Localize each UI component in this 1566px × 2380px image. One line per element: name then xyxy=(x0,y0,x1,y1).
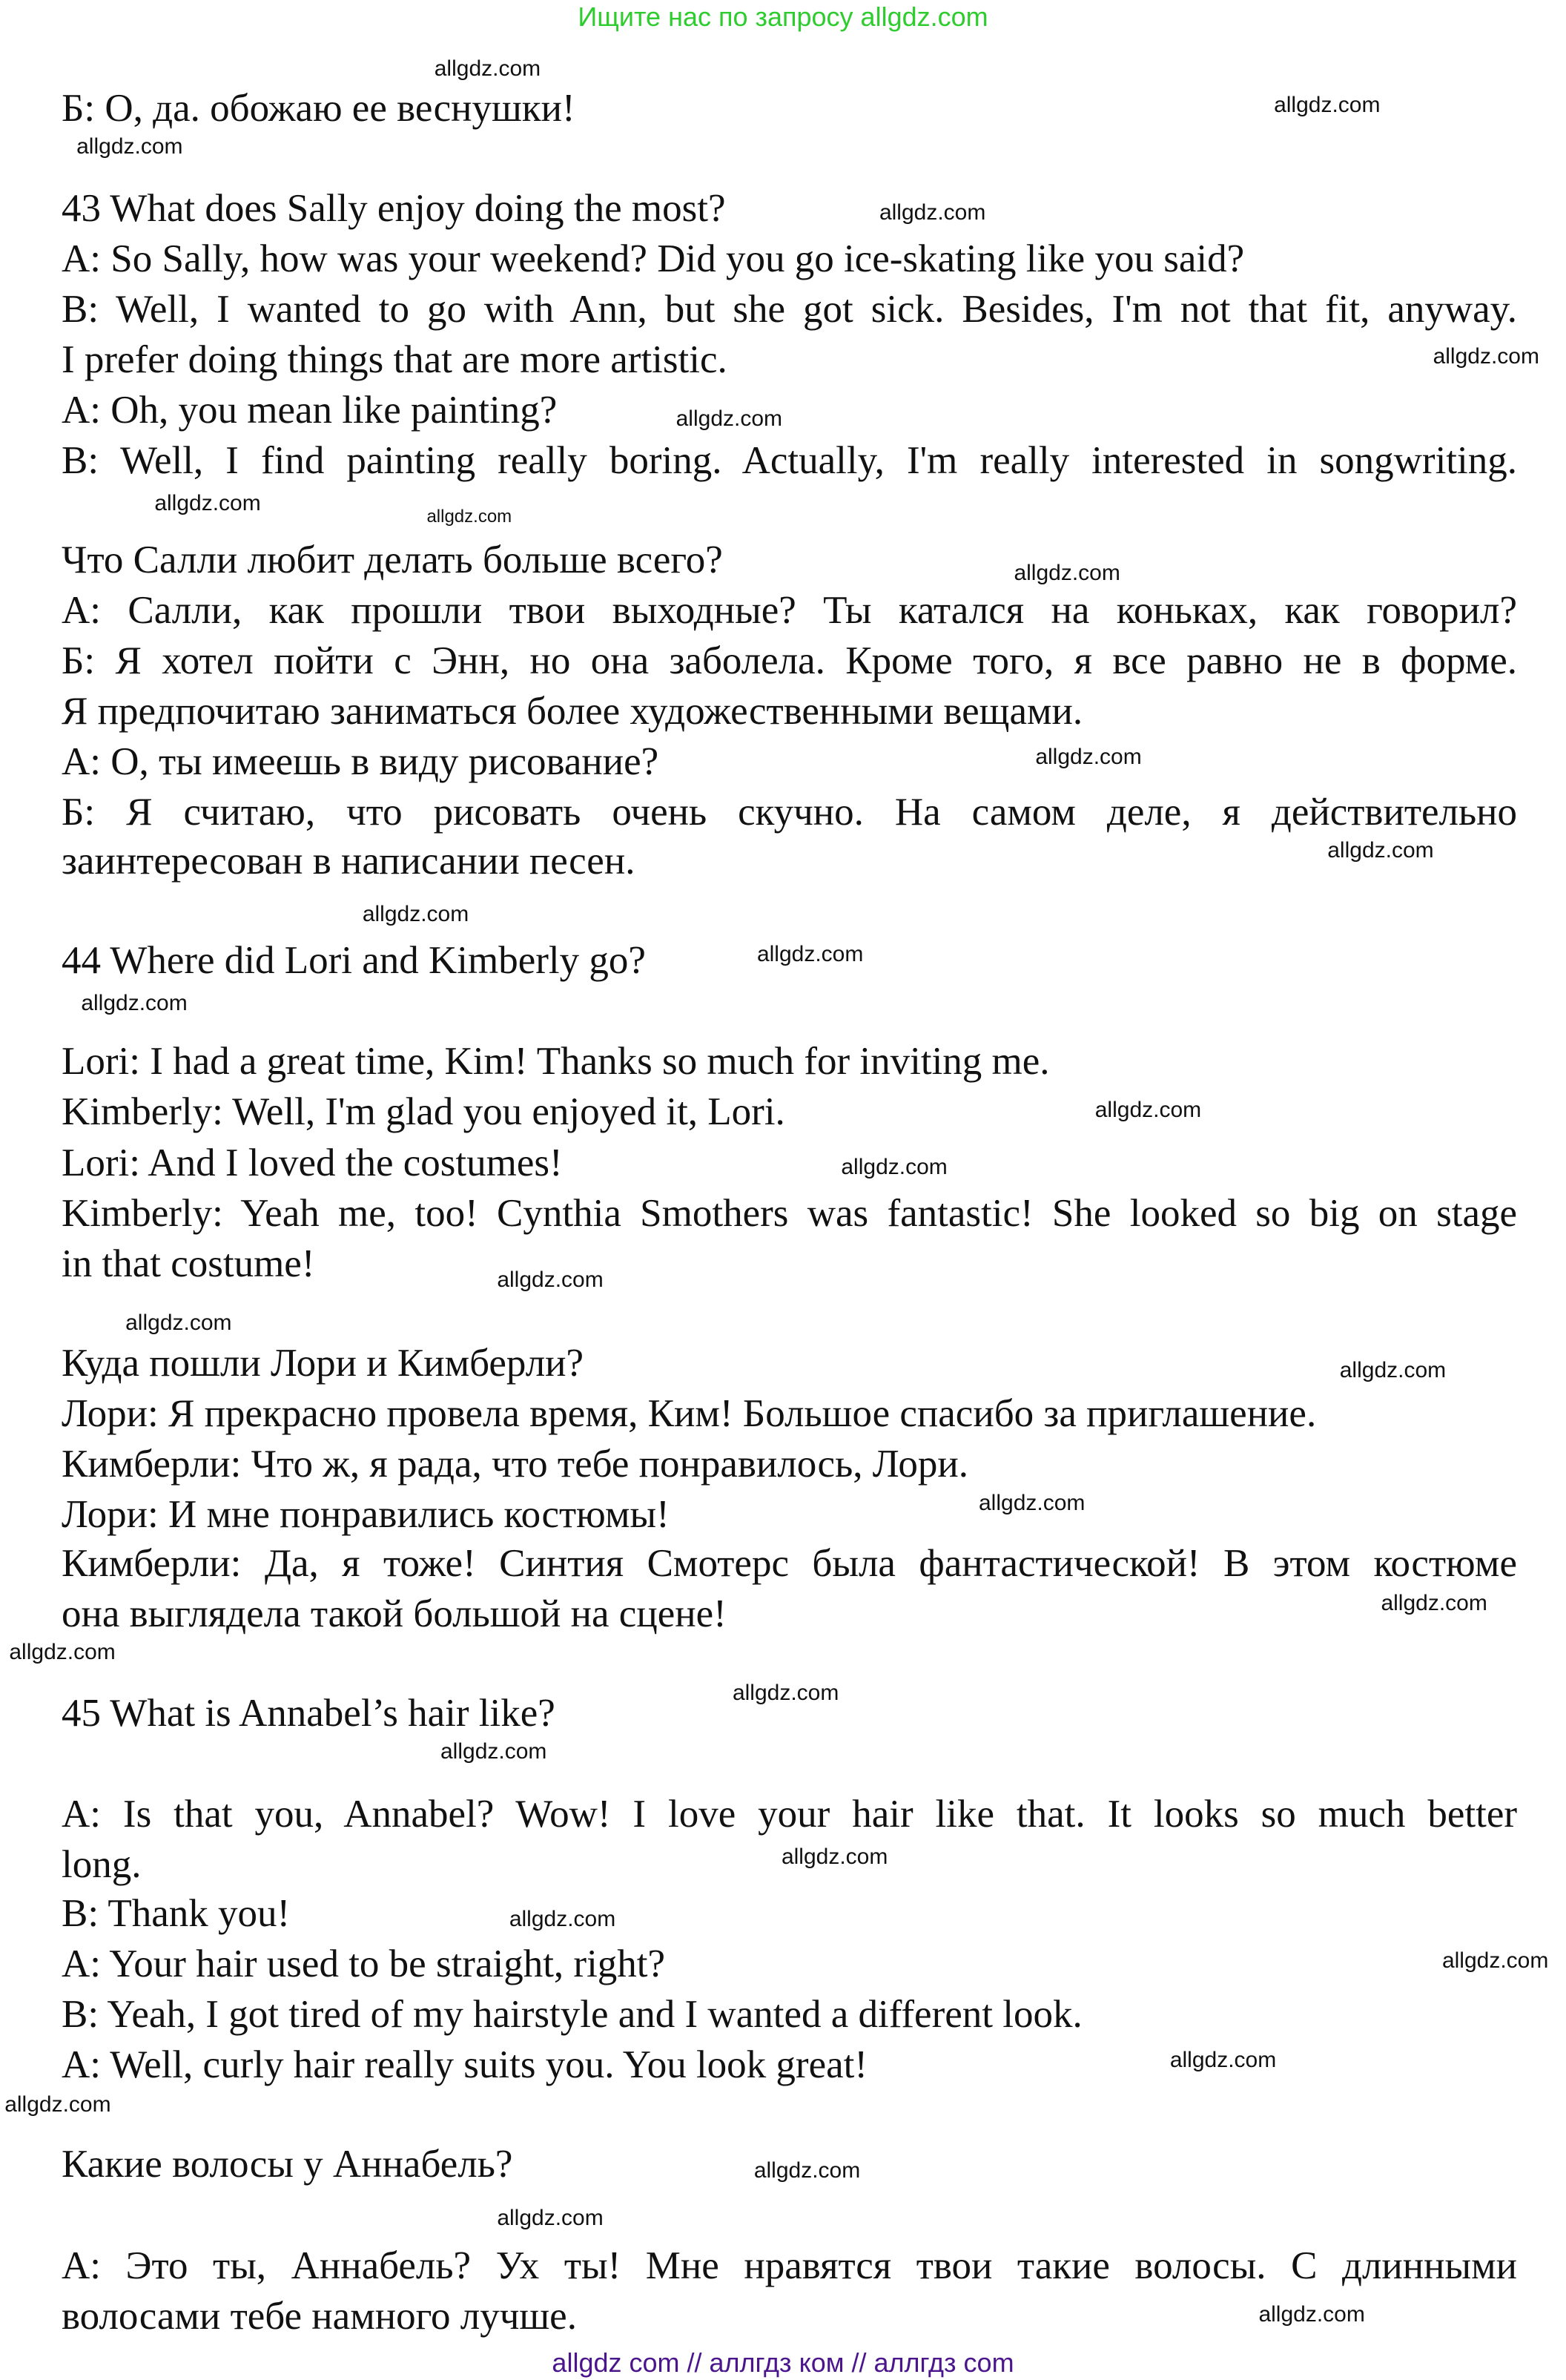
watermark: allgdz.com xyxy=(1094,1098,1202,1123)
dialogue-line: Lori: I had a great time, Kim! Thanks so much for inviting me. xyxy=(62,1040,1050,1084)
question-heading: Какие волосы у Аннабель? xyxy=(62,2143,513,2186)
dialogue-line: B: Well, I find painting really boring. Actually, I'm really interested in songwriting. xyxy=(62,438,1517,482)
watermark: allgdz.com xyxy=(756,942,864,966)
dialogue-line: Lori: And I loved the costumes! xyxy=(62,1141,563,1184)
watermark: allgdz.com xyxy=(675,406,783,432)
dialogue-line: B: Thank you! xyxy=(62,1892,291,1936)
watermark: allgdz.com xyxy=(509,1907,616,1932)
watermark: allgdz.com xyxy=(4,2092,111,2117)
watermark: allgdz.com xyxy=(1258,2301,1365,2327)
dialogue-line: in that costume! xyxy=(62,1242,315,1285)
watermark: allgdz.com xyxy=(1339,1358,1447,1382)
dialogue-line: Б: О, да. обожаю ее веснушки! xyxy=(62,87,575,131)
dialogue-line: Кимберли: Да, я тоже! Синтия Смотерс была фантастической! В этом костюме xyxy=(62,1541,1517,1585)
watermark: allgdz.com xyxy=(1274,93,1381,118)
watermark: allgdz.com xyxy=(1441,1948,1549,1974)
dialogue-line: Кимберли: Что ж, я рада, что тебе понравилось, Лори. xyxy=(62,1442,968,1486)
dialogue-line: I prefer doing things that are more artistic. xyxy=(62,337,727,381)
watermark: allgdz.com xyxy=(1327,837,1434,863)
dialogue-line: А: Салли, как прошли твои выходные? Ты катался на коньках, как говорил? xyxy=(62,588,1517,632)
dialogue-line: Б: Я хотел пойти с Энн, но она заболела. Кроме того, я все равно не в форме. xyxy=(62,639,1517,682)
dialogue-line: A: Is that you, Annabel? Wow! I love your hair like that. It looks so much better xyxy=(62,1793,1517,1836)
watermark: allgdz.com xyxy=(434,56,541,81)
promo-header: Ищите нас по запросу allgdz.com xyxy=(578,1,988,32)
dialogue-line: Kimberly: Well, I'm glad you enjoyed it, Lori. xyxy=(62,1090,785,1134)
watermark: allgdz.com xyxy=(497,2205,604,2230)
dialogue-line: А: Это ты, Аннабель? Ух ты! Мне нравятся твои такие волосы. С длинными xyxy=(62,2244,1517,2287)
dialogue-line: B: Well, I wanted to go with Ann, but she got sick. Besides, I'm not that fit, anyway. xyxy=(62,287,1517,331)
watermark: allgdz.com xyxy=(979,1491,1086,1516)
dialogue-line: А: О, ты имеешь в виду рисование? xyxy=(62,740,659,784)
watermark: allgdz.com xyxy=(125,1311,232,1336)
dialogue-line: заинтересован в написании песен. xyxy=(62,840,635,883)
dialogue-line: A: So Sally, how was your weekend? Did you go ice-skating like you said? xyxy=(62,237,1245,280)
question-heading: 44 Where did Lori and Kimberly go? xyxy=(62,939,646,983)
watermark: allgdz.com xyxy=(76,134,183,159)
watermark: allgdz.com xyxy=(154,490,261,515)
dialogue-line: она выглядела такой большой на сцене! xyxy=(62,1592,727,1635)
dialogue-line: Б: Я считаю, что рисовать очень скучно. На самом деле, я действительно xyxy=(62,791,1517,834)
watermark: allgdz.com xyxy=(1433,343,1539,369)
promo-footer: allgdz com // аллгдз ком // аллгдз com xyxy=(552,2347,1014,2378)
watermark: allgdz.com xyxy=(753,2158,861,2183)
watermark: allgdz.com xyxy=(1014,561,1120,586)
dialogue-line: Я предпочитаю заниматься более художественными вещами. xyxy=(62,690,1083,734)
watermark: allgdz.com xyxy=(440,1738,547,1764)
dialogue-line: Kimberly: Yeah me, too! Cynthia Smothers was fantastic! She looked so big on stage xyxy=(62,1191,1517,1235)
watermark: allgdz.com xyxy=(1169,2048,1277,2073)
dialogue-line: Лори: Я прекрасно провела время, Ким! Большое спасибо за приглашение. xyxy=(62,1391,1317,1435)
dialogue-line: A: Oh, you mean like painting? xyxy=(62,388,558,432)
watermark: allgdz.com xyxy=(81,991,188,1015)
dialogue-line: A: Your hair used to be straight, right? xyxy=(62,1942,666,1986)
watermark: allgdz.com xyxy=(497,1268,604,1293)
watermark: allgdz.com xyxy=(362,902,469,927)
dialogue-line: B: Yeah, I got tired of my hairstyle and I wanted a different look. xyxy=(62,1993,1083,2037)
question-heading: Куда пошли Лори и Кимберли? xyxy=(62,1341,584,1385)
watermark: allgdz.com xyxy=(1035,744,1142,769)
watermark: allgdz.com xyxy=(841,1154,948,1179)
dialogue-line: long. xyxy=(62,1843,142,1887)
dialogue-line: Лори: И мне понравились костюмы! xyxy=(62,1492,670,1536)
question-heading: Что Салли любит делать больше всего? xyxy=(62,538,723,581)
dialogue-line: A: Well, curly hair really suits you. You look great! xyxy=(62,2043,868,2087)
watermark: allgdz.com xyxy=(1381,1590,1487,1615)
watermark: allgdz.com xyxy=(879,200,986,225)
watermark: allgdz.com xyxy=(9,1639,116,1664)
watermark: allgdz.com xyxy=(781,1844,888,1869)
question-heading: 43 What does Sally enjoy doing the most? xyxy=(62,186,726,230)
dialogue-line: волосами тебе намного лучше. xyxy=(62,2294,577,2338)
question-heading: 45 What is Annabel’s hair like? xyxy=(62,1692,555,1735)
watermark: allgdz.com xyxy=(426,507,512,527)
watermark: allgdz.com xyxy=(732,1681,839,1706)
